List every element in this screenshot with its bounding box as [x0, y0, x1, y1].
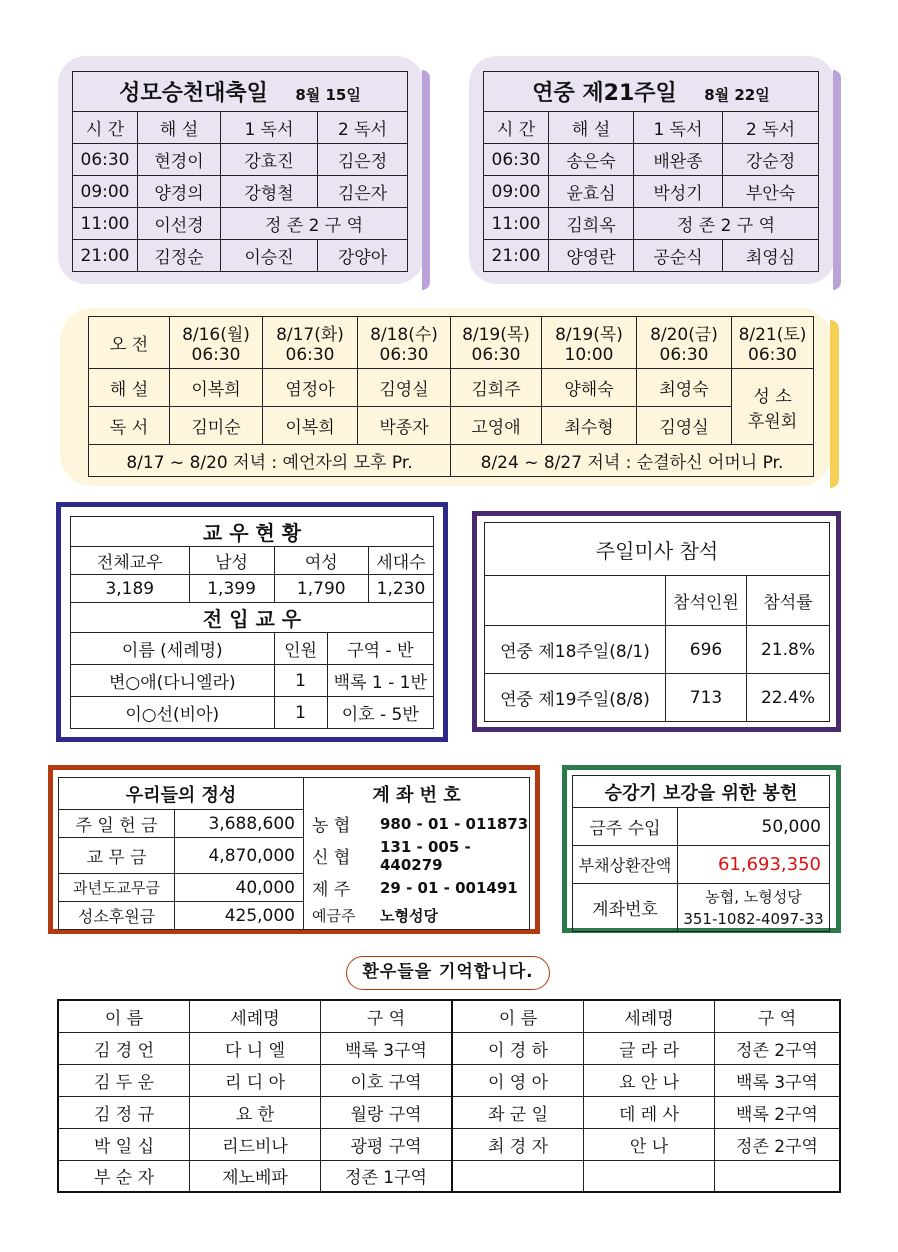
newcomers-title: 전 입 교 우 [71, 603, 434, 633]
weekday-commentary: 최영숙 [637, 369, 732, 407]
weekday-date-cell [263, 317, 358, 369]
feast1-cell: 이선경 [138, 208, 221, 240]
attendance-table [484, 522, 830, 722]
weekday-time: 06:30 [191, 345, 241, 365]
weekday-date: 8/19(목) [555, 325, 623, 345]
attendance-header: 참석률 [747, 576, 830, 626]
weekday-date: 8/16(월) [182, 325, 250, 345]
parish-value: 1,230 [368, 575, 433, 603]
weekday-note-right: 8/24 ~ 8/27 저녁 : 순결하신 어머니 Pr. [451, 445, 814, 477]
feast1-table [72, 71, 408, 272]
sick-header: 세례명 [190, 1000, 321, 1032]
weekday-date-cell [451, 317, 542, 369]
weekday-time: 06:30 [285, 345, 335, 365]
weekday-date: 8/18(수) [370, 325, 438, 345]
donation-account-cell [678, 884, 830, 932]
offering-amount: 40,000 [175, 874, 304, 902]
weekday-saturday-group-line: 성 소 [753, 386, 792, 407]
weekday-date-cell [732, 317, 814, 369]
attendance-cell: 21.8% [747, 626, 830, 674]
offering-title: 우리들의 정성 [59, 778, 304, 810]
feast2-cell: 양영란 [549, 240, 634, 272]
sick-header: 세례명 [584, 1000, 715, 1032]
donation-title: 승강기 보강을 위한 봉헌 [573, 776, 830, 808]
sick-cell: 월랑 구역 [321, 1096, 453, 1128]
weekday-reading: 박종자 [358, 407, 451, 445]
sick-cell: 제노베파 [190, 1160, 321, 1192]
sick-cell: 다 니 엘 [190, 1032, 321, 1064]
feast2-header: 2 독서 [723, 112, 819, 144]
feast1-cell: 김은자 [318, 176, 408, 208]
attendance-header-blank [485, 576, 666, 626]
sick-cell [584, 1160, 715, 1192]
feast2-title-cell [484, 72, 819, 112]
feast2-cell: 정 존 2 구 역 [634, 208, 819, 240]
weekday-time: 06:30 [471, 345, 521, 365]
offering-table [58, 777, 530, 930]
feast2-header: 1 독서 [634, 112, 723, 144]
attendance-cell: 713 [666, 674, 747, 722]
donation-table [572, 775, 830, 932]
feast1-header: 시 간 [73, 112, 138, 144]
feast1-title: 성모승천대축일 [119, 81, 268, 106]
weekday-time: 06:30 [659, 345, 709, 365]
sick-cell [715, 1160, 841, 1192]
sick-cell: 백록 3구역 [321, 1032, 453, 1064]
feast1-date: 8월 15일 [295, 86, 361, 104]
weekday-commentary: 염정아 [263, 369, 358, 407]
feast1-cell: 정 존 2 구 역 [221, 208, 408, 240]
feast2-cell: 공순식 [634, 240, 723, 272]
feast2-date: 8월 22일 [704, 86, 770, 104]
newcomer-cell: 1 [274, 665, 327, 697]
parish-header: 전체교우 [71, 547, 190, 575]
account-number: 131 - 005 - 440279 [372, 838, 530, 874]
feast1-cell: 21:00 [73, 240, 138, 272]
donation-account-line: 농협, 노형성당 [705, 887, 802, 906]
account-bank: 신 협 [304, 838, 373, 874]
sick-cell: 최 경 자 [452, 1128, 584, 1160]
account-number: 29 - 01 - 001491 [372, 874, 530, 902]
weekday-saturday-group-line: 후원회 [747, 411, 798, 432]
donation-debt-amount: 61,693,350 [678, 846, 830, 884]
weekday-note-left: 8/17 ~ 8/20 저녁 : 예언자의 모후 Pr. [89, 445, 451, 477]
parish-header: 남성 [189, 547, 274, 575]
sick-header: 구 역 [715, 1000, 841, 1032]
offering-label: 교 무 금 [59, 838, 175, 874]
weekday-reading: 김영실 [637, 407, 732, 445]
sick-cell: 글 라 라 [584, 1032, 715, 1064]
weekday-time: 06:30 [748, 345, 797, 365]
sick-cell: 부 순 자 [58, 1160, 190, 1192]
parish-value: 1,790 [274, 575, 368, 603]
newcomer-header: 이름 (세례명) [71, 633, 275, 665]
feast2-title: 연중 제21주일 [532, 81, 677, 106]
feast1-cell: 06:30 [73, 144, 138, 176]
sick-cell: 백록 3구역 [715, 1064, 841, 1096]
weekday-date: 8/19(목) [462, 325, 530, 345]
offering-amount: 4,870,000 [175, 838, 304, 874]
weekday-date-cell [170, 317, 263, 369]
parish-value: 1,399 [189, 575, 274, 603]
sick-cell: 박 일 십 [58, 1128, 190, 1160]
donation-account-line: 351-1082-4097-33 [683, 909, 824, 928]
weekday-date: 8/20(금) [650, 325, 718, 345]
donation-account-label: 계좌번호 [573, 884, 678, 932]
weekday-morning-label: 오 전 [89, 317, 170, 369]
sick-header: 이 름 [452, 1000, 584, 1032]
attendance-cell: 22.4% [747, 674, 830, 722]
feast1-cell: 09:00 [73, 176, 138, 208]
parish-header: 세대수 [368, 547, 433, 575]
feast2-cell: 송은숙 [549, 144, 634, 176]
newcomer-cell: 1 [274, 697, 327, 729]
parish-value: 3,189 [71, 575, 190, 603]
feast1-title-cell [73, 72, 408, 112]
feast2-header: 해 설 [549, 112, 634, 144]
offering-amount: 425,000 [175, 902, 304, 930]
sick-cell: 백록 2구역 [715, 1096, 841, 1128]
feast1-cell: 강양아 [318, 240, 408, 272]
sick-header: 이 름 [58, 1000, 190, 1032]
feast1-cell: 양경의 [138, 176, 221, 208]
attendance-cell: 연중 제19주일(8/8) [485, 674, 666, 722]
feast1-cell: 김정순 [138, 240, 221, 272]
sick-cell: 이 영 아 [452, 1064, 584, 1096]
feast2-cell: 김희옥 [549, 208, 634, 240]
parish-table [70, 516, 434, 729]
sick-title-pill [346, 956, 550, 990]
offering-label: 과년도교무금 [59, 874, 175, 902]
donation-amount: 50,000 [678, 808, 830, 846]
account-bank: 제 주 [304, 874, 373, 902]
feast2-cell: 윤효심 [549, 176, 634, 208]
offering-amount: 3,688,600 [175, 810, 304, 838]
weekday-date: 8/21(토) [738, 325, 807, 345]
feast2-cell: 박성기 [634, 176, 723, 208]
attendance-title: 주일미사 참석 [485, 523, 830, 576]
newcomer-cell: 이○선(비아) [71, 697, 275, 729]
feast2-cell: 21:00 [484, 240, 549, 272]
sick-table [57, 999, 841, 1193]
sick-cell: 요 안 나 [584, 1064, 715, 1096]
feast2-cell: 강순정 [723, 144, 819, 176]
feast1-cell: 강형철 [221, 176, 318, 208]
donation-label: 금주 수입 [573, 808, 678, 846]
sick-cell: 김 정 규 [58, 1096, 190, 1128]
feast2-cell: 최영심 [723, 240, 819, 272]
weekday-commentary: 양해숙 [542, 369, 637, 407]
weekday-date-cell [542, 317, 637, 369]
attendance-cell: 696 [666, 626, 747, 674]
feast1-cell: 강효진 [221, 144, 318, 176]
sick-cell [452, 1160, 584, 1192]
feast1-header: 2 독서 [318, 112, 408, 144]
sick-cell: 좌 군 일 [452, 1096, 584, 1128]
weekday-time: 06:30 [379, 345, 429, 365]
newcomer-cell: 이호 - 5반 [327, 697, 433, 729]
offering-label: 주 일 헌 금 [59, 810, 175, 838]
weekday-reading: 김미순 [170, 407, 263, 445]
attendance-header: 참석인원 [666, 576, 747, 626]
sick-cell: 김 경 언 [58, 1032, 190, 1064]
weekday-reading: 최수형 [542, 407, 637, 445]
newcomer-cell: 백록 1 - 1반 [327, 665, 433, 697]
sick-cell: 이호 구역 [321, 1064, 453, 1096]
sick-cell: 정존 2구역 [715, 1128, 841, 1160]
account-holder-label: 예금주 [304, 902, 373, 930]
sick-header: 구 역 [321, 1000, 453, 1032]
donation-label: 부채상환잔액 [573, 846, 678, 884]
feast2-cell: 06:30 [484, 144, 549, 176]
feast2-table [483, 71, 819, 272]
weekday-table [88, 316, 814, 477]
parish-title: 교 우 현 황 [71, 517, 434, 547]
feast2-cell: 부안숙 [723, 176, 819, 208]
account-holder: 노형성당 [372, 902, 530, 930]
weekday-commentary: 이복희 [170, 369, 263, 407]
feast1-header: 해 설 [138, 112, 221, 144]
sick-title: 환우들을 기억합니다. [362, 962, 534, 982]
feast1-cell: 이승진 [221, 240, 318, 272]
account-title: 계 좌 번 호 [304, 778, 530, 810]
feast2-header: 시 간 [484, 112, 549, 144]
weekday-time: 10:00 [564, 345, 614, 365]
weekday-reading: 고영애 [451, 407, 542, 445]
weekday-reading-label: 독 서 [89, 407, 170, 445]
newcomer-cell: 변○애(다니엘라) [71, 665, 275, 697]
feast1-cell: 11:00 [73, 208, 138, 240]
weekday-date: 8/17(화) [276, 325, 344, 345]
sick-cell: 이 경 하 [452, 1032, 584, 1064]
feast1-cell: 현경이 [138, 144, 221, 176]
sick-cell: 리 디 아 [190, 1064, 321, 1096]
newcomer-header: 구역 - 반 [327, 633, 433, 665]
weekday-saturday-group [732, 369, 814, 445]
weekday-date-cell [637, 317, 732, 369]
parish-header: 여성 [274, 547, 368, 575]
newcomer-header: 인원 [274, 633, 327, 665]
weekday-commentary: 김희주 [451, 369, 542, 407]
account-bank: 농 협 [304, 810, 373, 838]
attendance-cell: 연중 제18주일(8/1) [485, 626, 666, 674]
feast2-cell: 배완종 [634, 144, 723, 176]
weekday-date-cell [358, 317, 451, 369]
account-number: 980 - 01 - 011873 [372, 810, 530, 838]
sick-cell: 안 나 [584, 1128, 715, 1160]
sick-cell: 요 한 [190, 1096, 321, 1128]
sick-cell: 김 두 운 [58, 1064, 190, 1096]
weekday-commentary-label: 해 설 [89, 369, 170, 407]
weekday-commentary: 김영실 [358, 369, 451, 407]
sick-cell: 데 레 사 [584, 1096, 715, 1128]
offering-label: 성소후원금 [59, 902, 175, 930]
sick-cell: 광평 구역 [321, 1128, 453, 1160]
feast2-cell: 09:00 [484, 176, 549, 208]
sick-cell: 리드비나 [190, 1128, 321, 1160]
sick-cell: 정존 1구역 [321, 1160, 453, 1192]
sick-cell: 정존 2구역 [715, 1032, 841, 1064]
feast2-cell: 11:00 [484, 208, 549, 240]
feast1-header: 1 독서 [221, 112, 318, 144]
weekday-reading: 이복희 [263, 407, 358, 445]
feast1-cell: 김은정 [318, 144, 408, 176]
